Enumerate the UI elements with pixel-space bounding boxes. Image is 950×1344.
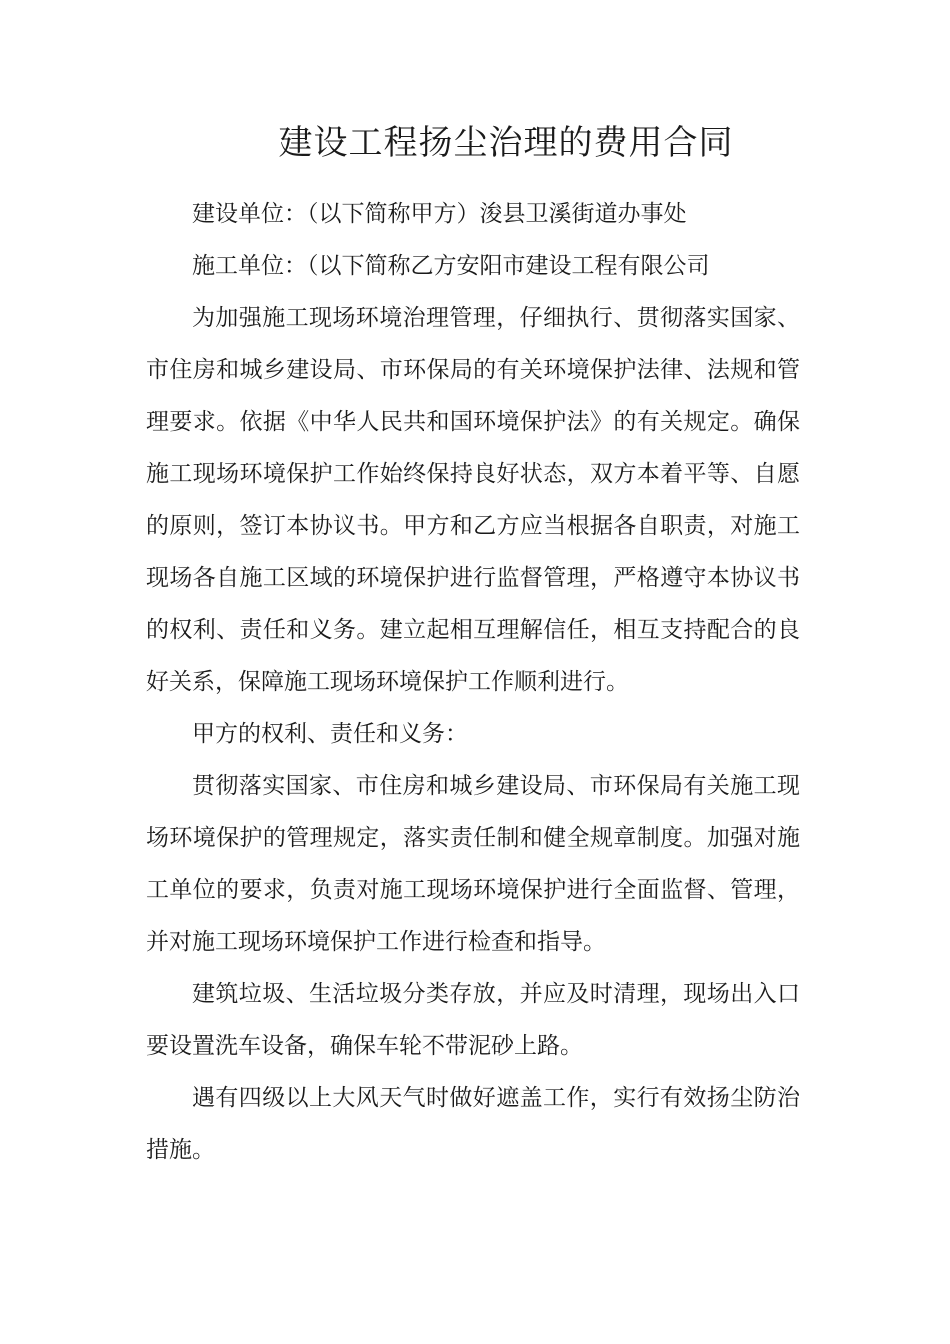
paragraph-wind-measures: 遇有四级以上大风天气时做好遮盖工作，实行有效扬尘防治措施。 <box>146 1085 800 1163</box>
paragraph-waste-management: 建筑垃圾、生活垃圾分类存放，并应及时清理，现场出入口要设置洗车设备，确保车轮不带泥砂上路。 <box>146 981 800 1059</box>
document-title: 建设工程扬尘治理的费用合同 <box>278 123 734 163</box>
document-body <box>146 188 800 1176</box>
paragraph-contractor-unit: 施工单位：（以下简称乙方安阳市建设工程有限公司 <box>192 253 710 279</box>
paragraph-party-a-heading: 甲方的权利、责任和义务： <box>192 721 468 747</box>
paragraph-party-a-duties: 贯彻落实国家、市住房和城乡建设局、市环保局有关施工现场环境保护的管理规定，落实责任制和健全规章制度。加强对施工单位的要求，负责对施工现场环境保护进行全面监督、管理，并对施工现场环境保护工作进行检查和指导。 <box>146 773 800 955</box>
paragraph-construction-unit: 建设单位：（以下简称甲方）浚县卫溪街道办事处 <box>192 201 687 227</box>
paragraph-purpose: 为加强施工现场环境治理管理，仔细执行、贯彻落实国家、市住房和城乡建设局、市环保局的有关环境保护法律、法规和管理要求。依据《中华人民共和国环境保护法》的有关规定。确保施工现场环境保护工作始终保持良好状态，双方本着平等、自愿的原则，签订本协议书。甲方和乙方应当根据各自职责，对施工现场各自施工区域的环境保护进行监督管理，严格遵守本协议书的权利、责任和义务。建立起相互理解信任，相互支持配合的良好关系，保障施工现场环境保护工作顺利进行。 <box>146 305 800 695</box>
